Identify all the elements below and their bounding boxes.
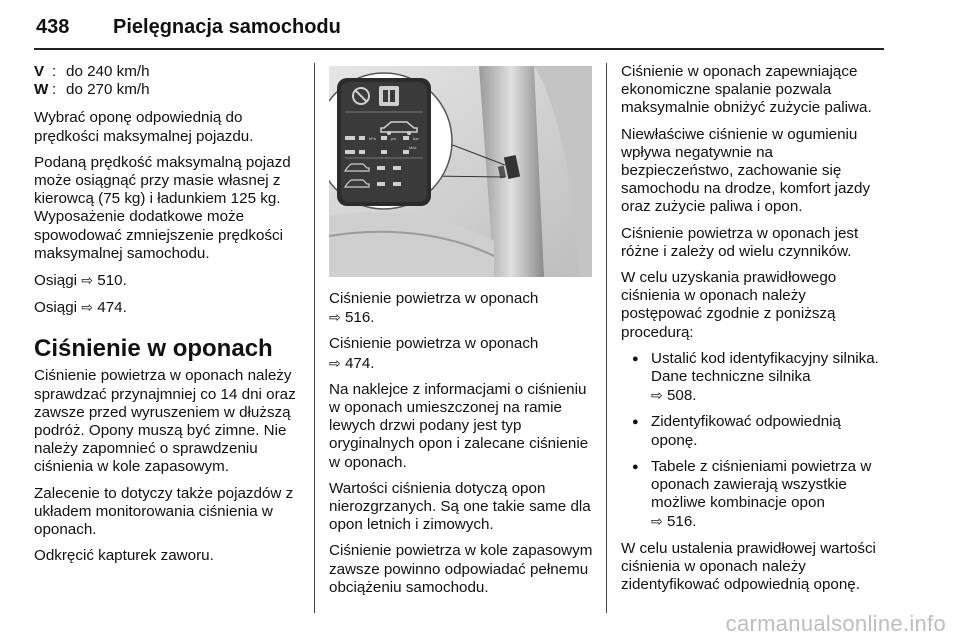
column-3 — [621, 63, 887, 602]
paragraph: Wybrać oponę odpowiednią do prędkości maksymalnej pojazdu. — [34, 109, 254, 145]
column-divider-1 — [314, 63, 315, 613]
paragraph: Ciśnienie powietrza w kole zapasowym zawsze powinno odpowiadać pełnemu obciążeniu samochodu. — [329, 542, 593, 596]
svg-text:Max: Max — [409, 145, 417, 150]
paragraph: Wartości ciśnienia dotyczą opon nierozgrzanych. Są one takie same dla opon letnich i zimowych. — [329, 479, 591, 534]
list-item — [621, 458, 887, 532]
svg-text:psi: psi — [391, 136, 397, 141]
section-heading: Ciśnienie w oponach — [34, 335, 273, 363]
speed-code: V — [34, 63, 45, 80]
column-divider-2 — [606, 63, 607, 613]
svg-text:bar: bar — [413, 136, 419, 141]
reference-text: Ciśnienie powietrza w oponach — [329, 335, 539, 353]
page-number: 438 — [36, 16, 70, 38]
paragraph: Niewłaściwe ciśnienie w ogumieniu wpływa negatywnie na bezpieczeństwo, zachowanie się samochodu na drodze, komfort jazdy oraz zużycie paliwa i opon. — [621, 125, 871, 216]
list-item — [621, 413, 887, 449]
footer-watermark: carmanualsonline.info — [725, 611, 946, 636]
speed-rating-row — [34, 63, 300, 81]
reference-page[interactable]: 510. — [97, 272, 127, 290]
svg-text:kPa: kPa — [369, 136, 376, 141]
column-1 — [34, 63, 300, 573]
list-item-text: Ustalić kod identyfikacyjny silnika. Dane techniczne silnika — [651, 349, 879, 386]
speed-separator: : — [52, 63, 57, 80]
reference-page[interactable]: 516. — [344, 309, 375, 327]
speed-value: do 270 km/h — [66, 81, 150, 99]
paragraph: Ciśnienie w oponach zapewniające ekonomiczne spalanie pozwala maksymalnie obniżyć zużycie paliwa. — [621, 63, 872, 117]
speed-separator: : — [52, 81, 57, 99]
paragraph: W celu ustalenia prawidłowej wartości ciśnienia w oponach należy zidentyfikować odpowiednią oponę. — [621, 539, 876, 594]
arrow-right-icon: ⇨ — [81, 299, 94, 316]
reference-text: Osiągi — [34, 299, 78, 317]
speed-value: do 240 km/h — [66, 63, 150, 80]
list-item — [621, 350, 887, 406]
tire-pressure-label-figure — [329, 66, 592, 277]
column-2 — [329, 290, 594, 605]
reference-page[interactable]: 474. — [344, 354, 375, 372]
arrow-right-icon: ⇨ — [651, 513, 663, 530]
section-title: Pielęgnacja samochodu — [113, 16, 341, 38]
page-header — [34, 6, 884, 50]
reference-text: Osiągi — [34, 272, 78, 290]
paragraph: Na naklejce z informacjami o ciśnieniu w oponach umieszczonej na ramie lewych drzwi podany jest typ oryginalnych opon i zalecane ciśnienie w oponach. — [329, 380, 589, 471]
list-item-text: Zidentyfikować odpowiednią oponę. — [651, 413, 841, 449]
paragraph: Podaną prędkość maksymalną pojazd może osiągnąć przy masie własnej z kierowcą (75 kg) i ładunkiem 125 kg. Wyposażenie dodatkowe może spowodować zmniejszenie prędkości maksymalnej samochodu. — [34, 153, 291, 262]
paragraph: Zalecenie to dotyczy także pojazdów z układem monitorowania ciśnienia w oponach. — [34, 484, 294, 539]
arrow-right-icon: ⇨ — [329, 309, 341, 326]
reference-page[interactable]: 516. — [666, 513, 697, 531]
arrow-right-icon: ⇨ — [651, 387, 663, 404]
speed-rating-row — [34, 81, 300, 99]
door-frame-illustration — [329, 66, 592, 277]
arrow-right-icon: ⇨ — [81, 272, 94, 289]
paragraph: Ciśnienie powietrza w oponach jest różne i zależy od wielu czynników. — [621, 224, 859, 260]
reference-text: Ciśnienie powietrza w oponach — [329, 290, 539, 307]
paragraph: Odkręcić kapturek zaworu. — [34, 547, 214, 565]
cross-reference[interactable] — [34, 271, 300, 290]
procedure-list — [621, 350, 887, 532]
cross-reference[interactable] — [329, 290, 594, 327]
arrow-right-icon: ⇨ — [329, 354, 341, 371]
cross-reference[interactable] — [34, 298, 300, 317]
paragraph: Ciśnienie powietrza w oponach należy sprawdzać przynajmniej co 14 dni oraz zawsze przed wyruszeniem w dłuższą podróż. Opony muszą być zimne. Nie należy zapomnieć o sprawdzeniu ciśnienia w kole zapasowym. — [34, 367, 296, 476]
list-item-text: Tabele z ciśnieniami powietrza w oponach zawierają wszystkie możliwe kombinacje opon — [651, 457, 872, 512]
reference-page[interactable]: 474. — [97, 299, 127, 317]
speed-code: W — [34, 81, 49, 99]
paragraph: W celu uzyskania prawidłowego ciśnienia w oponach należy postępować zgodnie z poniższą procedurą: — [621, 269, 837, 341]
cross-reference[interactable] — [329, 335, 594, 372]
reference-page[interactable]: 508. — [666, 387, 697, 405]
